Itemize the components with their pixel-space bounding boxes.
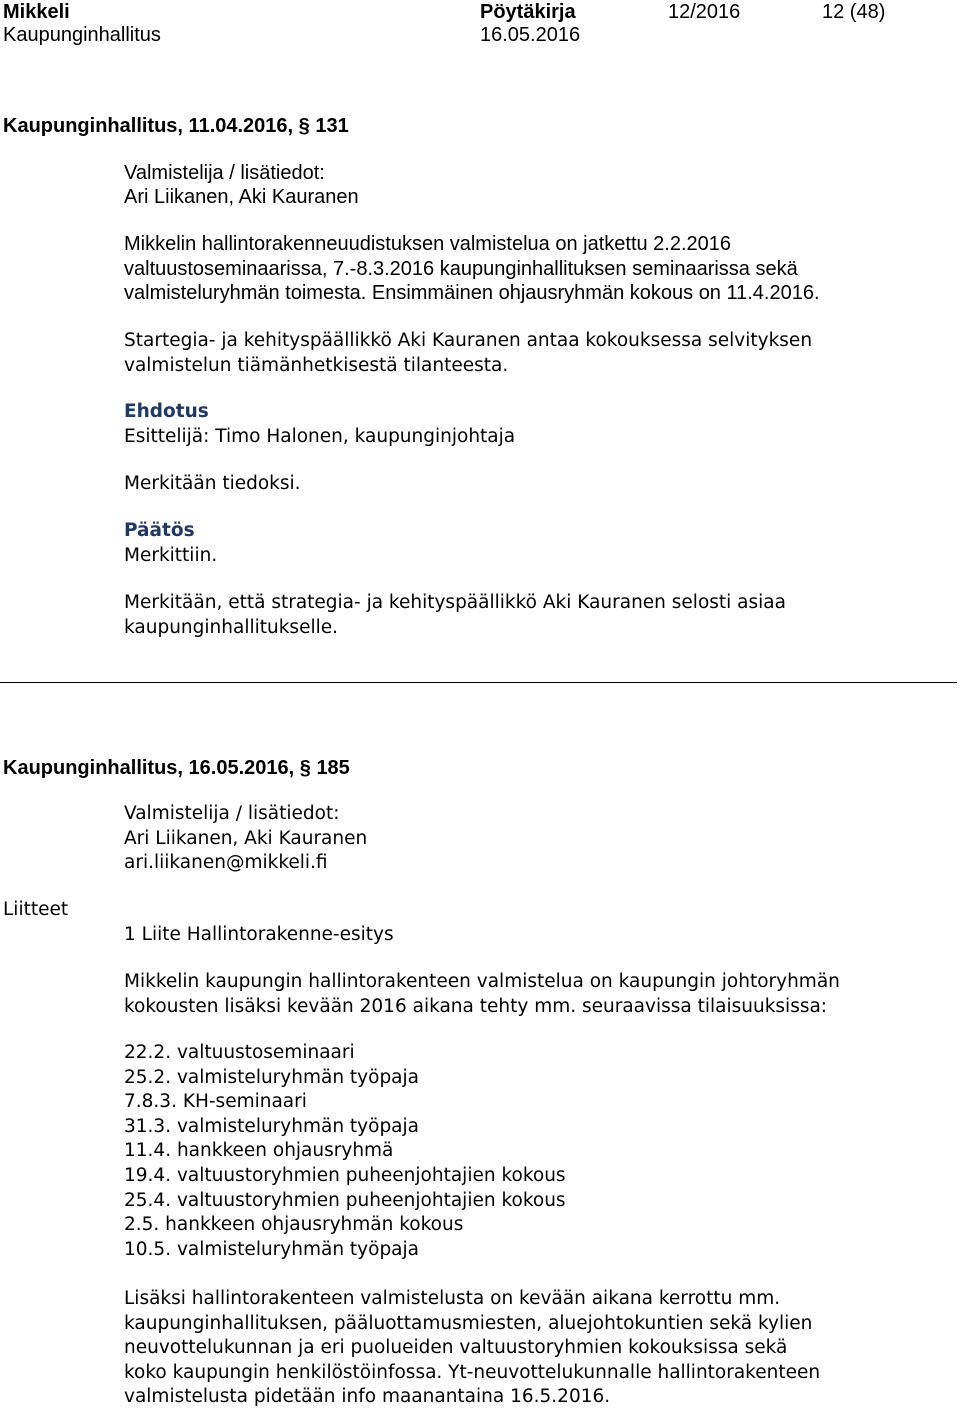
list-item: 25.4. valtuustoryhmien puheenjohtajien kokous: [124, 1189, 566, 1211]
section2-para1: Mikkelin kaupungin hallintorakenteen valmistelua on kaupungin johtoryhmän kokousten lisäksi kevään 2016 aikana tehty mm. seuraavissa tilaisuuksissa:: [124, 971, 840, 1017]
section2-heading: Kaupunginhallitus, 16.05.2016, § 185: [3, 757, 350, 779]
list-item: 7.8.3. KH-seminaari: [124, 1091, 307, 1113]
header-date: 16.05.2016: [480, 24, 581, 46]
events-list: [124, 1041, 566, 1262]
section-divider: [0, 682, 957, 683]
section1-para2: Startegia- ja kehityspäällikkö Aki Kauranen antaa kokouksessa selvityksen valmistelun tiämänhetkisestä tilanteesta.: [124, 330, 813, 376]
list-item: 31.3. valmisteluryhmän työpaja: [124, 1115, 419, 1137]
section1-preparer-names: Ari Liikanen, Aki Kauranen: [124, 186, 359, 208]
header-city: Mikkeli: [3, 1, 70, 23]
section2-preparer-names: Ari Liikanen, Aki Kauranen: [124, 828, 368, 849]
section2-para2: Lisäksi hallintorakenteen valmistelusta on kevään aikana kerrottu mm. kaupunginhallituksen, pääluottamusmiesten, aluejohtokuntien sekä kylien neuvottelukunnan ja eri puolueiden valtuustoryhmien kokouksissa sekä koko kaupungin henkilöstöinfossa. Yt-neuvottelukunnalle hallintorakenteen valmistelusta pidetään info maanantaina 16.5.2016.: [124, 1288, 821, 1408]
attachment-item[interactable]: 1 Liite Hallintorakenne-esitys: [124, 924, 394, 945]
header-page: 12 (48): [822, 1, 886, 23]
section1-heading: Kaupunginhallitus, 11.04.2016, § 131: [3, 115, 349, 137]
section1-para1: Mikkelin hallintorakenneuudistuksen valmistelua on jatkettu 2.2.2016 valtuustoseminaarissa, 7.-8.3.2016 kaupunginhallituksen seminaarissa sekä valmisteluryhmän toimesta. Ensimmäinen ohjausryhmän kokous on 11.4.2016.: [124, 233, 820, 304]
list-item: 25.2. valmisteluryhmän työpaja: [124, 1066, 419, 1088]
list-item: 22.2. valtuustoseminaari: [124, 1042, 355, 1063]
header-doc-type: Pöytäkirja: [480, 1, 576, 23]
header-body: Kaupunginhallitus: [3, 24, 161, 46]
list-item: 19.4. valtuustoryhmien puheenjohtajien kokous: [124, 1164, 566, 1186]
attachments-label: Liitteet: [3, 899, 69, 920]
list-item: 11.4. hankkeen ohjausryhmä: [124, 1140, 394, 1162]
decision-label: Päätös: [124, 520, 195, 541]
list-item: 10.5. valmisteluryhmän työpaja: [124, 1238, 419, 1260]
list-item: 2.5. hankkeen ohjausryhmän kokous: [124, 1214, 464, 1236]
section2-preparer-label: Valmistelija / lisätiedot:: [124, 803, 340, 824]
decision-text: Merkittiin.: [124, 545, 218, 566]
proposal-label: Ehdotus: [124, 401, 209, 422]
section2-preparer-email: ari.liikanen@mikkeli.fi: [124, 852, 328, 873]
section1-preparer-label: Valmistelija / lisätiedot:: [124, 162, 325, 184]
decision-note: Merkitään, että strategia- ja kehityspäällikkö Aki Kauranen selosti asiaa kaupunginhallitukselle.: [124, 592, 786, 638]
proposal-text: Merkitään tiedoksi.: [124, 473, 301, 494]
header-doc-number: 12/2016: [668, 1, 741, 23]
presenter: Esittelijä: Timo Halonen, kaupunginjohtaja: [124, 426, 516, 447]
